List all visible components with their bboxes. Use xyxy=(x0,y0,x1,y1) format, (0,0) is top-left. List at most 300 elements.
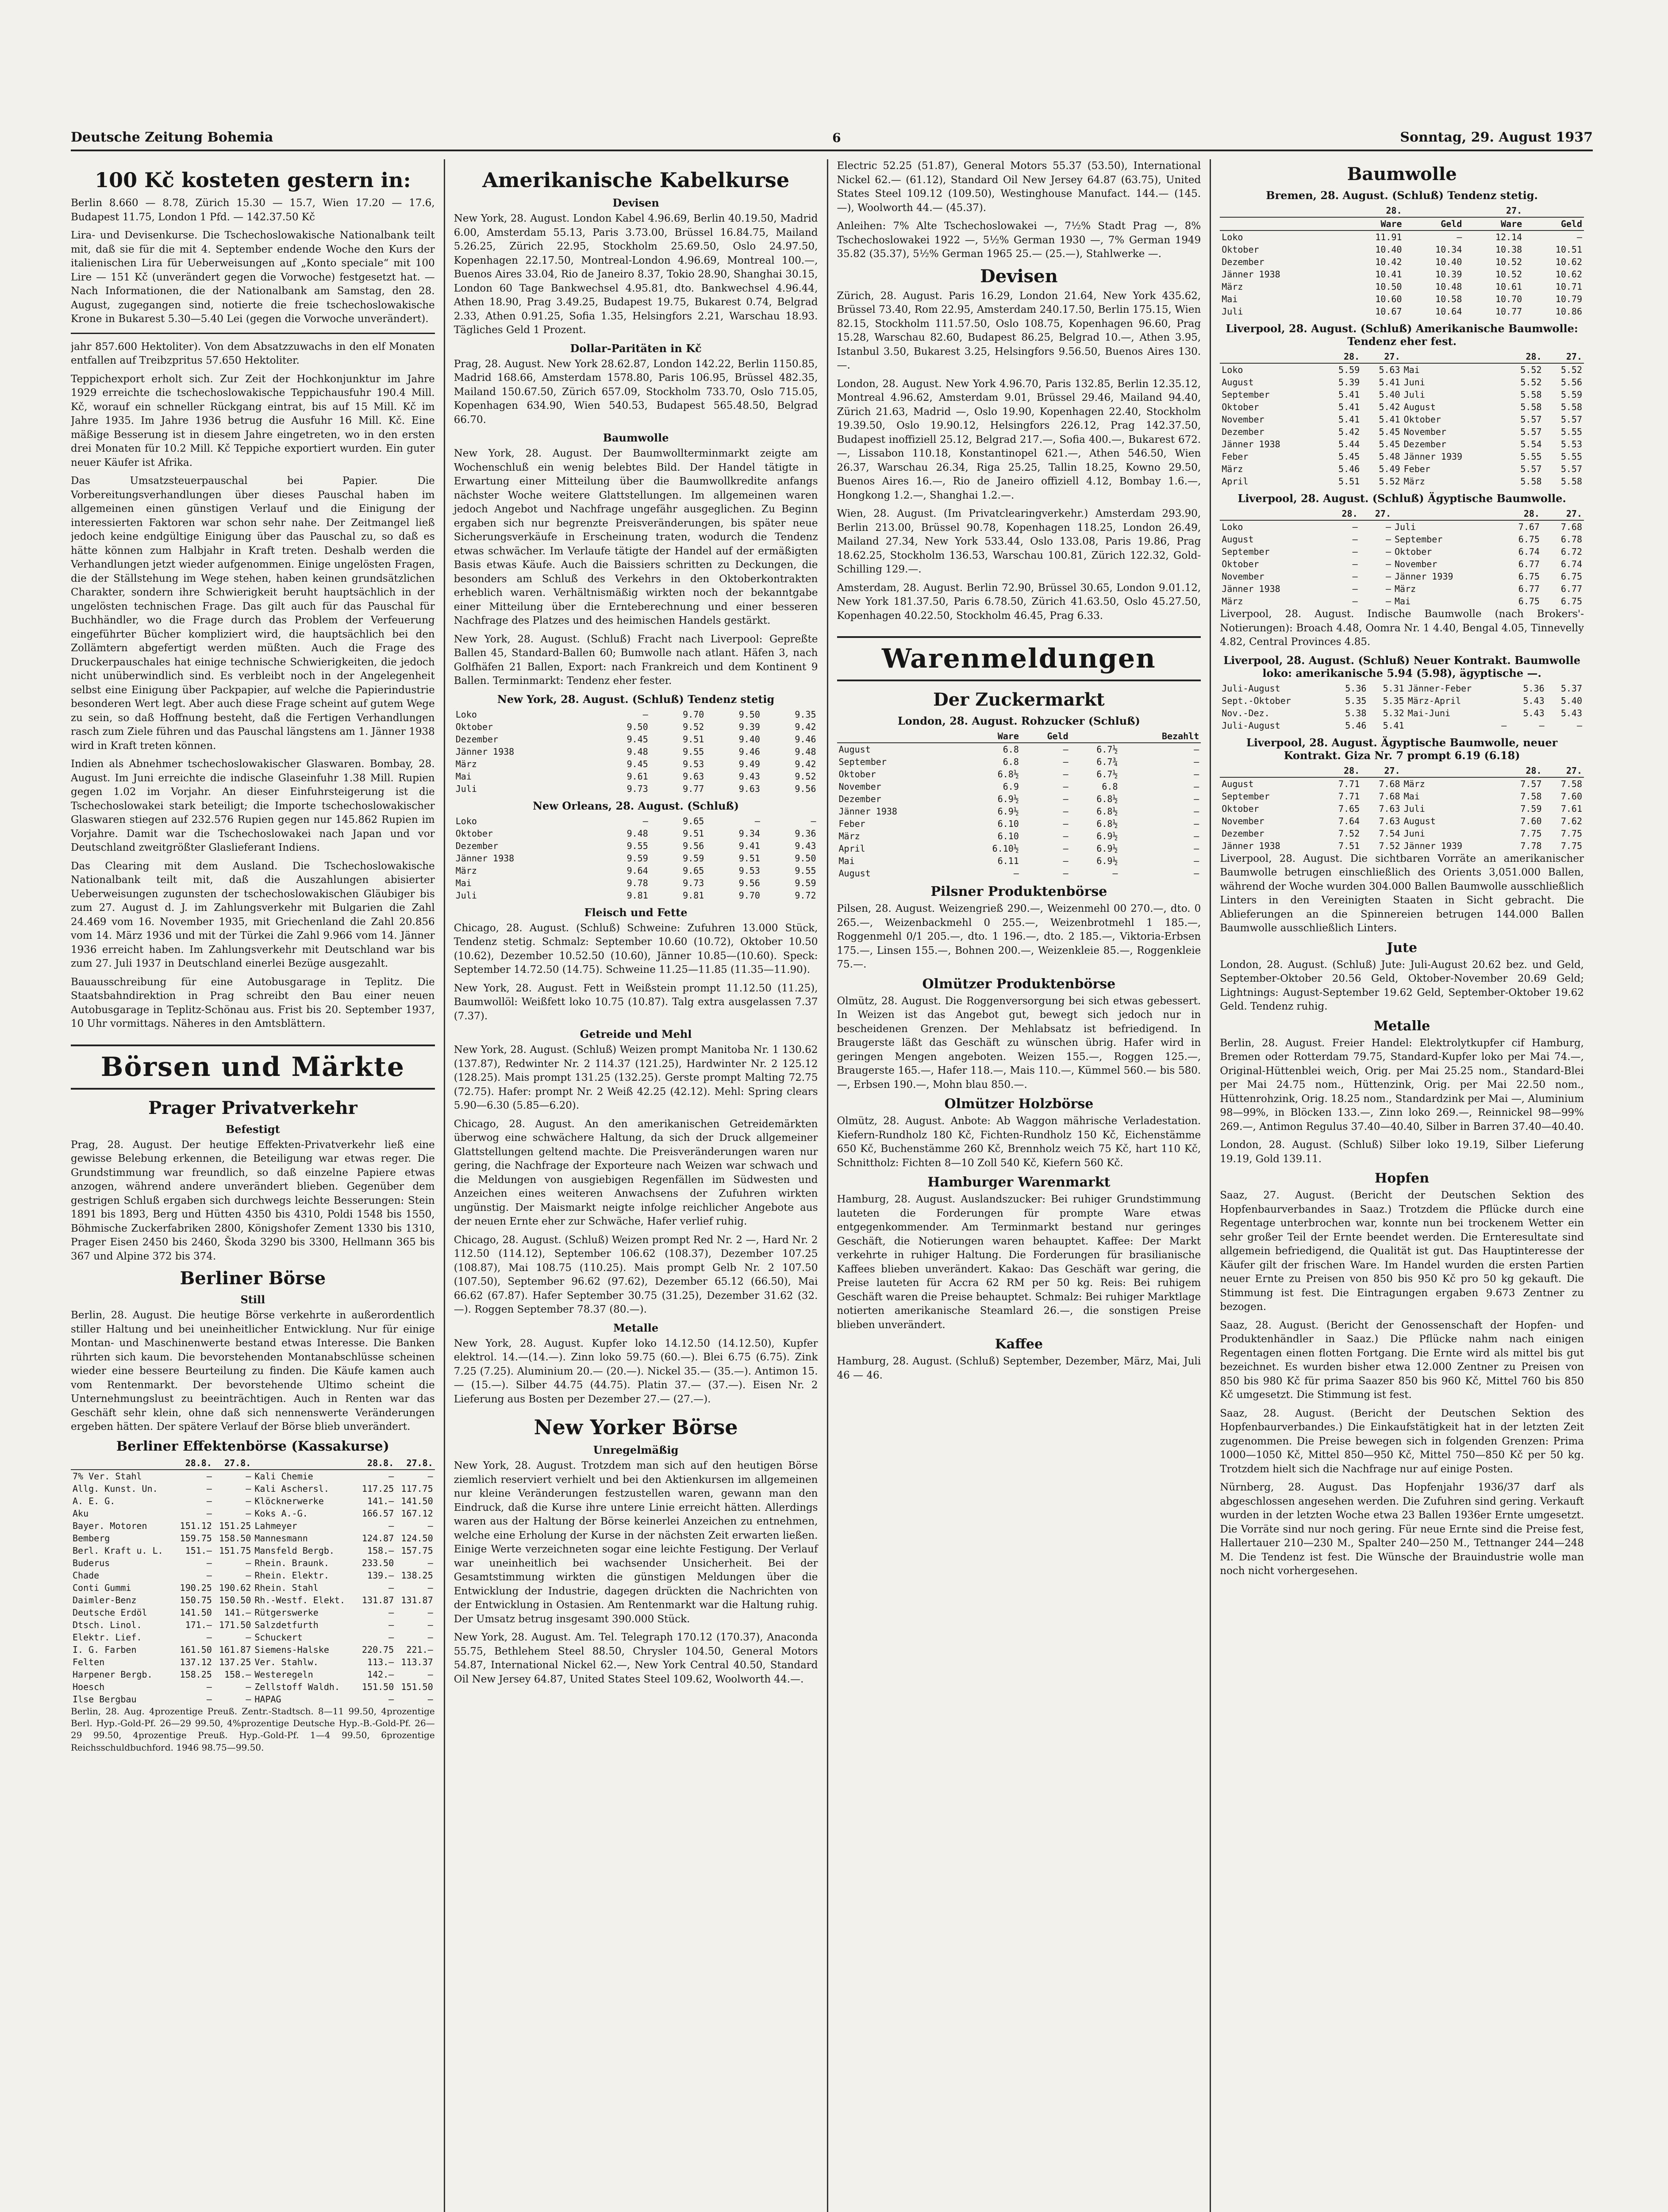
bremen-table-body xyxy=(1220,204,1584,318)
table-cell: März xyxy=(1403,778,1425,789)
table-cell: Ilse Bergbau xyxy=(73,1694,137,1705)
table-cell: 158.25 xyxy=(180,1669,212,1680)
article-fleisch: Chicago, 28. August. (Schluß) Schweine: Zufuhren 13.000 Stück, Tendenz stetig. Schmalz: September 10.60 (10.72), Oktober 10.50 (10.62), Dezember 10.52.50 (10.60), Jänner 10.85—(10.60). Speck: September 14.72.50 (14.75). Schweine 11.25—11.85 (11.35—11.90). xyxy=(454,922,818,975)
table-cell: 9.70 xyxy=(738,890,760,901)
table-cell: Jänner 1938 xyxy=(1222,584,1280,594)
liverpool-1-title: Liverpool, 28. August. (Schluß) Amerikanische Baumwolle: Tendenz eher fest. xyxy=(1226,322,1578,348)
table-cell: Bayer. Motoren xyxy=(73,1520,147,1531)
table-cell: 6.10 xyxy=(997,818,1019,829)
table-cell: 5.59 xyxy=(1560,389,1582,400)
table-cell: 113.37 xyxy=(401,1656,433,1667)
table-cell: — xyxy=(1501,720,1507,731)
table-cell: — xyxy=(388,1694,394,1705)
table-cell: Jänner 1939 xyxy=(1403,451,1463,462)
table-cell: 138.25 xyxy=(401,1570,433,1581)
table-cell: Loko xyxy=(1222,365,1243,375)
table-cell: 5.48 xyxy=(1379,451,1400,462)
table-cell: 6.75 xyxy=(1518,596,1540,607)
table-cell: 9.45 xyxy=(626,733,648,745)
table-row xyxy=(1220,520,1584,533)
table-cell: 6.8 xyxy=(1003,744,1019,755)
table-header-row xyxy=(837,730,1201,743)
table-header-row xyxy=(1220,217,1584,230)
table-cell: — xyxy=(427,1471,433,1482)
table-cell: März xyxy=(1395,584,1416,594)
table-cell: Feber xyxy=(1222,451,1249,462)
table-cell: — xyxy=(206,1570,212,1581)
kabelkurse-title: Amerikanische Kabelkurse xyxy=(482,168,790,192)
table-cell: 6.9½ xyxy=(1096,843,1118,854)
table-cell: 10.77 xyxy=(1495,306,1522,317)
table-cell: Juni xyxy=(1403,377,1425,388)
table-cell: 10.50 xyxy=(1375,281,1402,292)
issue-date: Sonntag, 29. August 1937 xyxy=(1400,130,1593,145)
table-cell: 6.8 xyxy=(1102,781,1118,792)
table-cell: Mai xyxy=(1222,294,1238,304)
table-cell: 5.46 xyxy=(1338,464,1360,474)
table-cell: 9.64 xyxy=(626,865,648,876)
table-cell: 5.44 xyxy=(1338,439,1360,449)
table-cell: 159.75 xyxy=(180,1532,212,1544)
table-cell: Rh.-Westf. Elekt. xyxy=(254,1594,346,1605)
table-cell: 9.55 xyxy=(795,865,816,876)
table-cell: — xyxy=(427,1669,433,1680)
table-cell: 142.— xyxy=(367,1669,394,1680)
table-cell: 9.41 xyxy=(738,840,760,851)
ny-cotton-table xyxy=(454,708,818,795)
table-cell: 10.52 xyxy=(1495,257,1522,267)
table-row xyxy=(1220,695,1584,707)
table-cell: 7.68 xyxy=(1560,522,1582,532)
table-cell: — xyxy=(1194,794,1199,804)
table-cell: Bemberg xyxy=(73,1532,110,1544)
table-cell: Oktober xyxy=(1222,559,1259,569)
article-london: London, 28. August. New York 4.96.70, Paris 132.85, Berlin 12.35.12, Montreal 4.96.62, Amsterdam 9.01, Brüssel 29.46, Mailand 94.40, Zürich 21.63, Madrid —, Oslo 19.90, Kopenhagen 22.40, Stockholm 19.39.50, Oslo 19.90.12, Helsingfors 226.12, Prag 142.37.50, Budapest inoffiziell 25.12, Belgrad 217.—, Sofia 400.—, Bukarest 672.—, Lissabon 110.18, Konstantinopel 621.—, Athen 546.50, Wien 26.37, Warschau 26.34, Riga 25.25, Tallin 18.25, Kowno 29.50, Buenos Aires 16.—, Rio de Janeiro offiziell 4.12, Bombay 1.6.—, Hongkong 1.2.—, Shanghai 1.2.—. xyxy=(837,378,1201,501)
table-cell: Jänner 1938 xyxy=(1222,269,1280,280)
article-anleihen-ny: Anleihen: 7% Alte Tschechoslowakei —, 7½% Stadt Prag —, 8% Tschechoslowakei 1922 —, 5½% German 1930 —, 7% German 1949 35.82 (35.37), 5½% German 1965 25.— (25.—), Stahlwerke —. xyxy=(837,220,1201,260)
table-cell: Daimler-Benz xyxy=(73,1594,137,1605)
table-cell: 10.62 xyxy=(1555,269,1582,280)
table-row xyxy=(454,745,818,758)
table-cell: Oktober xyxy=(455,721,493,732)
table-cell: 9.52 xyxy=(683,721,704,732)
table-cell: 5.39 xyxy=(1338,377,1360,388)
table-cell: 9.78 xyxy=(626,877,648,888)
column-3 xyxy=(828,159,1211,2212)
table-cell: — xyxy=(1385,584,1391,594)
table-cell: — xyxy=(1112,868,1118,879)
table-cell: — xyxy=(1194,744,1199,755)
article-zuerich: Zürich, 28. August. Paris 16.29, London 21.64, New York 435.62, Brüssel 73.40, Rom 22.95, Amsterdam 240.17.50, Berlin 175.15, Wien 82.15, Stockholm 111.57.50, Oslo 108.75, Kopenhagen 96.60, Prag 15.28, Warschau 82.60, Budapest 86.25, Belgrad 10.—, Athen 3.95, Istanbul 3.50, Bukarest 3.25, Helsingfors 9.56.50, Buenos Aires 130.—. xyxy=(837,290,1201,371)
effekten-table xyxy=(71,1457,435,1705)
table-cell: Juli xyxy=(1403,389,1425,400)
table-cell: 7.51 xyxy=(1338,840,1360,851)
article-glas: Indien als Abnehmer tschechoslowakischer Glaswaren. Bombay, 28. August. Im Juni erreichte die indische Glaseinfuhr 1.38 Mill. Rupien gegen 1.02 im Vorjahr. An dieser Einfuhrsteigerung ist die Tschechoslowakei stark beteiligt; die Importe tschechoslowakischer Glaswaren stiegen auf 232.576 Rupien gegen nur 145.862 Rupien im Vorjahre. Damit war die Tschechoslowakei nach Japan und vor Deutschland zweitgrößter Glaslieferant Indiens. xyxy=(71,758,435,853)
table-cell: — xyxy=(1063,868,1068,879)
table-cell: HAPAG xyxy=(254,1694,281,1705)
table-cell: — xyxy=(206,1471,212,1482)
table-row xyxy=(1220,707,1584,719)
table-cell: 9.51 xyxy=(738,853,760,864)
table-cell: — xyxy=(1063,806,1068,817)
table-cell: März xyxy=(1403,476,1425,487)
table-header-cell: 27. xyxy=(1360,507,1393,520)
table-row xyxy=(454,889,818,902)
table-row xyxy=(837,793,1201,805)
table-cell: — xyxy=(1539,720,1545,731)
table-cell: 5.42 xyxy=(1379,402,1400,412)
article-ny-boerse: New York, 28. August. Trotzdem man sich auf den heutigen Börse ziemlich reserviert verhielt und bei den Aktienkursen im allgemeinen nur kleine Veränderungen festzustellen waren, gewann man den Eindruck, daß die Kurse ihre untere Linie erreicht hätten. Allerdings waren aus der Haltung der Börse keinerlei Anzeichen zu entnehmen, welche eine Erholung der Kurse in der nächsten Zeit erwarten ließen. Einige Werte verzeichneten sogar eine leichte Festigung. Der Verlauf war uneinheitlich bei wachsender Unsicherheit. Bei der Gesamtstimmung wirkten die günstigen Meldungen über die Entwicklung der Industrie, dagegen drückten die Nachrichten von der Entwicklung in Ostasien. Am Rentenmarkt war die Haltung ruhig. Der Umsatz betrug insgesamt 390.000 Stück. xyxy=(454,1460,818,1625)
table-cell: Feber xyxy=(838,818,865,829)
table-cell: September xyxy=(1395,534,1443,545)
prag-subtitle: Befestigt xyxy=(226,1122,280,1136)
table-header-row xyxy=(1220,204,1584,217)
table-header-cell xyxy=(1402,350,1503,363)
liverpool-4-table-body xyxy=(1220,764,1584,852)
table-cell: — xyxy=(1352,522,1358,532)
table-cell: 5.51 xyxy=(1338,476,1360,487)
table-cell: 10.71 xyxy=(1555,281,1582,292)
table-cell: August xyxy=(1222,778,1254,789)
table-cell: 5.32 xyxy=(1383,707,1404,718)
table-cell: 6.9½ xyxy=(997,806,1019,817)
table-row xyxy=(1220,475,1584,488)
table-cell: August xyxy=(838,868,871,879)
table-cell: 9.51 xyxy=(683,828,704,839)
table-cell: 7.75 xyxy=(1560,840,1582,851)
no-cotton-table xyxy=(454,815,818,902)
table-cell: 124.87 xyxy=(362,1532,394,1544)
table-cell: Mai xyxy=(455,771,472,782)
table-row xyxy=(837,805,1201,818)
table-row xyxy=(1220,230,1584,243)
table-cell: — xyxy=(1194,769,1199,780)
table-cell: 9.46 xyxy=(795,733,816,745)
table-cell: 5.40 xyxy=(1379,389,1400,400)
table-cell: — xyxy=(246,1632,251,1643)
ny-cotton-table-title: New York, 28. August. (Schluß) Tendenz stetig xyxy=(497,692,775,706)
table-header-cell: 28. xyxy=(1503,764,1543,777)
table-cell: 10.86 xyxy=(1555,306,1582,317)
table-cell: 9.46 xyxy=(738,746,760,757)
table-cell: 10.41 xyxy=(1375,269,1402,280)
table-row xyxy=(837,855,1201,867)
table-cell: 139.— xyxy=(367,1570,394,1581)
table-cell: — xyxy=(642,709,648,720)
table-cell: Mai-Juni xyxy=(1407,707,1451,718)
article-baumwolle: New York, 28. August. Der Baumwollterminmarkt zeigte am Wochenschluß ein wenig belebtes Bild. Der Handel tätigte in Erwartung einer Mitteilung über die Baumwollkredite anfangs nächster Woche weitere Glattstellungen. Im allgemeinen waren jedoch Angebot und Nachfrage ungefähr ausgeglichen. Zu Beginn ergaben sich nur begrenzte Preisveränderungen, bis später neue Sicherungsverkäufe in Erscheinung traten, wodurch die Tendenz etwas schwächer. Im Verlaufe tätigte der Handel auf der ermäßigten Basis etwas Käufe. Auch die Baissiers schritten zu Deckungen, die besonders am Schluß des Verkehrs in den Oktoberkontrakten erheblich waren. Verhältnismäßig wirkten noch der bekanntgabe einer Mitteilung über die Ernteberechnung und einer besseren Nachfrage des Platzes und des heimischen Handels gestärkt. xyxy=(454,448,818,626)
table-row xyxy=(71,1470,435,1482)
table-cell: 7.64 xyxy=(1338,815,1360,826)
table-cell: November xyxy=(838,781,881,792)
table-cell: September xyxy=(1222,546,1270,557)
table-header-cell: 28.8. xyxy=(174,1457,213,1470)
table-cell: — xyxy=(246,1508,251,1519)
table-header-cell xyxy=(1393,507,1499,520)
table-cell: 9.81 xyxy=(683,890,704,901)
table-cell: — xyxy=(1063,843,1068,854)
table-cell: I. G. Farben xyxy=(73,1644,137,1655)
table-cell: — xyxy=(427,1694,433,1705)
exchange-rates: Berlin 8.660 — 8.78, Zürich 15.30 — 15.7, Wien 17.20 — 17.6, Budapest 11.75, London 1 Pfd. — 142.37.50 Kč xyxy=(71,197,435,223)
table-cell: Sept.-Oktober xyxy=(1222,695,1291,706)
table-cell: 131.87 xyxy=(401,1594,433,1605)
ny-boerse-subtitle: Unregelmäßig xyxy=(593,1444,679,1456)
table-cell: März xyxy=(1222,464,1243,474)
table-cell: Jänner 1938 xyxy=(1222,439,1280,449)
table-cell: 9.50 xyxy=(795,853,816,864)
table-cell: 141.50 xyxy=(180,1607,212,1618)
table-cell: — xyxy=(1063,794,1068,804)
table-cell: 10.58 xyxy=(1435,294,1462,304)
table-cell: 7.54 xyxy=(1379,828,1400,839)
table-cell: Jänner 1938 xyxy=(838,806,897,817)
effekten-table-body xyxy=(71,1457,435,1705)
table-cell: — xyxy=(1385,559,1391,569)
table-row xyxy=(71,1482,435,1495)
table-cell: 117.75 xyxy=(401,1483,433,1494)
table-header-cell: Geld xyxy=(1524,217,1584,230)
table-cell: 6.9½ xyxy=(997,794,1019,804)
article-prag: Prag, 28. August. Der heutige Effekten-Privatverkehr ließ eine gewisse Belebung erkennen, die Beteiligung war etwas reger. Die Grundstimmung war freundlich, so daß einzelne Papiere etwas anzogen, während andere unverändert blieben. Gegenüber dem gestrigen Schluß ergaben sich durchwegs leichte Besserungen: Stein 1891 bis 1893, Berg und Hütten 4350 bis 4310, Poldi 1548 bis 1550, Böhmische Zuckerfabriken 2800, Königshofer Zement 1330 bis 1310, Prager Eisen 2450 bis 2460, Škoda 3290 bis 3300, Hellmann 365 bis 367 und Alpine 372 bis 374. xyxy=(71,1139,435,1262)
article-teppich: Teppichexport erholt sich. Zur Zeit der Hochkonjunktur im Jahre 1929 erreichte die tschechoslowakische Teppichausfuhr 190.4 Mill. Kč, worauf ein schneller Rückgang eintrat, bis auf 15 Mill. Kč im Jahre 1935. Im Jahre 1936 betrug die Ausfuhr 16 Mill. Kč. Eine mäßige Besserung ist in diesem Jahre eingetreten, wo in den ersten drei Monaten für 10.2 Mill. Kč Teppiche exportiert wurden. Ein guter neuer Käufer ist Afrika. xyxy=(71,373,435,469)
table-cell: Juni xyxy=(1403,828,1425,839)
table-cell: 5.43 xyxy=(1523,707,1545,718)
liverpool-4-title: Liverpool, 28. August. Ägyptische Baumwolle, neuer Kontrakt. Giza Nr. 7 prompt 6.19 (6.18) xyxy=(1246,736,1558,762)
table-cell: Mai xyxy=(455,877,472,888)
table-header-cell xyxy=(1220,204,1344,217)
table-cell: — xyxy=(427,1619,433,1630)
table-cell: — xyxy=(1576,232,1582,242)
table-cell: 9.53 xyxy=(683,758,704,769)
table-cell: 5.36 xyxy=(1345,683,1367,694)
table-cell: 6.8 xyxy=(1003,757,1019,767)
devisen-subtitle: Devisen xyxy=(612,196,659,209)
article-metalle-berlin: Berlin, 28. August. Freier Handel: Elektrolytkupfer cif Hamburg, Bremen oder Rotterdam 79.75, Standard-Kupfer loko per Mai 74.—, Original-Hüttenblei weich, Orig. per Mai 25.25 nom., Standard-Blei per Mai 24.75 nom., Hüttenzink, Orig. per Mai 22.50 nom., Hüttenrohzink, Orig. 18.25 nom., Standardzink per Mai —, Aluminium 98—99%, in Blöcken 133.—, Zinn loko 269.—, Reinnickel 98—99% 269.—, Antimon Regulus 37.40—40.40, Silber in Barren 37.40—40.40. xyxy=(1220,1037,1584,1133)
table-cell: Westeregeln xyxy=(254,1669,313,1680)
article-anleihen: Berlin, 28. Aug. 4prozentige Preuß. Zentr.-Stadtsch. 8—11 99.50, 4prozentige Berl. Hyp.-Gold-Pf. 26—29 99.50, 4%prozentige Deutsche Hyp.-B.-Gold-Pf. 26—29 99.50, 4prozentige Preuß. Hyp.-Gold-Pf. 1—4 99.50, 6prozentige Reichsschuldbuchford. 1946 98.75—99.50. xyxy=(71,1705,435,1753)
table-cell: — xyxy=(388,1632,394,1643)
table-cell: 10.62 xyxy=(1555,257,1582,267)
table-cell: Mai xyxy=(1403,365,1420,375)
table-cell: April xyxy=(1222,476,1249,487)
table-cell: 6.8½ xyxy=(1096,806,1118,817)
liverpool-2-table xyxy=(1220,507,1584,607)
liverpool-1-table-body xyxy=(1220,350,1584,488)
table-row xyxy=(1220,413,1584,426)
table-cell: Dezember xyxy=(455,733,499,745)
table-cell: 7.62 xyxy=(1560,815,1582,826)
table-cell: Oktober xyxy=(1222,402,1259,412)
table-cell: 7% Ver. Stahl xyxy=(73,1471,142,1482)
article-jute: London, 28. August. (Schluß) Jute: Juli-August 20.62 bez. und Geld, September-Oktober 20.56 Geld, Oktober-November 20.69 Geld; Lightnings: August-September 19.62 Geld, September-Oktober 19.62 Geld. Tendenz ruhig. xyxy=(1220,959,1584,1012)
table-cell: — xyxy=(754,815,760,826)
table-cell: — xyxy=(1194,818,1199,829)
table-cell: — xyxy=(1013,868,1019,879)
table-cell: Mannesmann xyxy=(254,1532,308,1544)
bremen-table xyxy=(1220,204,1584,318)
article-pilsen: Pilsen, 28. August. Weizengrieß 290.—, Weizenmehl 00 270.—, dto. 0 265.—, Weizenbackmehl 0 255.—, Weizenbrotmehl 1 185.—, Roggenmehl 0/1 205.—, dto. 1 196.—, dto. 2 185.—, Viktoria-Erbsen 175.—, Linsen 155.—, Bohnen 200.—, Weizenkleie 85.—, Roggenkleie 75.—. xyxy=(837,903,1201,970)
table-cell: August xyxy=(1403,815,1436,826)
table-cell: 7.75 xyxy=(1520,828,1542,839)
table-row xyxy=(1220,363,1584,376)
column-1 xyxy=(71,159,445,2212)
table-cell: 150.50 xyxy=(219,1594,251,1605)
table-cell: 10.39 xyxy=(1435,269,1462,280)
article-kaffee: Hamburg, 28. August. (Schluß) September, Dezember, März, Mai, Juli 46 — 46. xyxy=(837,1356,1201,1381)
table-cell: 5.53 xyxy=(1560,439,1582,449)
table-cell: 6.77 xyxy=(1560,584,1582,594)
table-row xyxy=(837,842,1201,855)
table-cell: 117.25 xyxy=(362,1483,394,1494)
liverpool-3-table-body xyxy=(1220,682,1584,732)
table-cell: 161.87 xyxy=(219,1644,251,1655)
table-cell: Berl. Kraft u. L. xyxy=(73,1545,163,1556)
liverpool-3-table xyxy=(1220,682,1584,732)
table-cell: Jänner 1939 xyxy=(1403,840,1463,851)
table-cell: 6.10 xyxy=(997,831,1019,841)
table-cell: 7.78 xyxy=(1520,840,1542,851)
table-cell: 141.— xyxy=(224,1607,251,1618)
article-getreide-2: Chicago, 28. August. An den amerikanischen Getreidemärkten überwog eine schwächere Haltung, da sich der Druck allgemeiner Glattstellungen geltend machte. Die Preisveränderungen waren nur gering, die Nachfrage der Exporteure nach Weizen war schwach und die Meldungen von ausgiebigen Regenfällen im Südwesten und Anzeichen eines weiteren Anwachsens der Zufuhren wirkten ungünstig. Der Maismarkt neigte infolge reichlicher Angebote aus der neuen Ernte eher zur Schwäche, Hafer verlief ruhig. xyxy=(454,1118,818,1227)
table-cell: 7.63 xyxy=(1379,815,1400,826)
table-cell: 7.58 xyxy=(1520,791,1542,802)
table-cell: Oktober xyxy=(838,769,876,780)
table-cell: 5.57 xyxy=(1520,464,1542,474)
table-cell: — xyxy=(388,1471,394,1482)
table-cell: März xyxy=(455,865,477,876)
table-cell: März-April xyxy=(1407,695,1461,706)
article-amsterdam: Amsterdam, 28. August. Berlin 72.90, Brüssel 30.65, London 9.01.12, New York 181.37.50, Paris 6.78.50, Zürich 41.63.50, Oslo 45.27.50, Kopenhagen 40.22.50, Stockholm 46.45, Prag 6.33. xyxy=(837,582,1201,622)
table-cell: Juli-August xyxy=(1222,720,1280,731)
table-row xyxy=(1220,595,1584,607)
table-cell: Mansfeld Bergb. xyxy=(254,1545,334,1556)
table-cell: Mai xyxy=(1395,596,1411,607)
column-4 xyxy=(1211,159,1593,2212)
table-header-cell: 28. xyxy=(1344,204,1404,217)
table-cell: 7.68 xyxy=(1379,791,1400,802)
table-cell: 5.58 xyxy=(1520,402,1542,412)
table-cell: 5.58 xyxy=(1520,389,1542,400)
table-cell: — xyxy=(206,1508,212,1519)
table-cell: Kali Chemie xyxy=(254,1471,313,1482)
article-nuernberg: Nürnberg, 28. August. Das Hopfenjahr 1936/37 darf als abgeschlossen angesehen werden. Die Zufuhren sind gering. Verkauft wurden in der letzten Woche etwa 23 Ballen 1936er Ernte umgesetzt. Die Vorräte sind nur noch gering. Für neue Ernte sind die Preise fest, Hallertauer 210—230 M., Spalter 240—250 M., Tettnanger 244—248 M. Die Tendenz ist fest. Die Wünsche der Brauindustrie wolle man noch nicht vorhergesehen. xyxy=(1220,1482,1584,1577)
table-row xyxy=(1220,815,1584,827)
table-cell: 6.75 xyxy=(1560,596,1582,607)
table-header-cell xyxy=(71,1457,174,1470)
table-header-cell: 27. xyxy=(1544,350,1584,363)
hopfen-title: Hopfen xyxy=(1375,1171,1430,1186)
table-cell: 5.46 xyxy=(1345,720,1367,731)
table-cell: — xyxy=(246,1483,251,1494)
table-cell: Siemens-Halske xyxy=(254,1644,329,1655)
table-header-cell xyxy=(1524,204,1584,217)
table-cell: — xyxy=(1352,559,1358,569)
table-cell: 9.45 xyxy=(626,758,648,769)
article-ny-continued: Electric 52.25 (51.87), General Motors 55.37 (53.50), International Nickel 62.— (61.12), Standard Oil New Jersey 64.87 (63.75), United States Steel 109.12 (109.50), Westinghouse Manufact. 144.— (145.—), Woolworth 44.— (45.37). xyxy=(837,160,1201,214)
table-row xyxy=(837,780,1201,793)
table-cell: 7.60 xyxy=(1560,791,1582,802)
table-row xyxy=(71,1544,435,1557)
table-header-cell: 28. xyxy=(1326,507,1359,520)
article-hamburg: Hamburg, 28. August. Auslandszucker: Bei ruhiger Grundstimmung lauteten die Forderungen für prompte Ware etwas entgegenkommender. Am Terminmarkt bestand nur geringes Geschäft, die Notierungen waren behauptet. Kaffee: Der Markt verkehrte in ruhiger Haltung. Die Forderungen für brasilianische Kaffees blieben unverändert. Kakao: Das Geschäft war gering, die Preise lauteten für Accra 62 RM per 50 kg. Reis: Bei ruhigem Geschäft waren die Preise behauptet. Schmalz: Bei ruhiger Marktlage notierten amerikanische Steamlard 26.—, die sonstigen Preise blieben unverändert. xyxy=(837,1194,1201,1331)
table-header-cell: 28.8. xyxy=(357,1457,396,1470)
table-row xyxy=(71,1569,435,1582)
section-title-waren: Warenmeldungen xyxy=(837,636,1201,681)
table-header-cell: Geld xyxy=(1021,730,1070,743)
table-cell: 5.43 xyxy=(1523,695,1545,706)
article-wien: Wien, 28. August. (Im Privatclearingverkehr.) Amsterdam 293.90, Berlin 213.00, Brüssel 90.78, Kopenhagen 118.25, London 26.49, Mailand 27.34, New York 533.44, Oslo 133.08, Paris 19.86, Prag 18.62.25, Stockholm 136.53, Warschau 100.81, Zürich 122.32, Gold-Schilling 129.—. xyxy=(837,508,1201,575)
table-cell: 6.74 xyxy=(1518,546,1540,557)
table-cell: — xyxy=(427,1520,433,1531)
table-row xyxy=(1220,558,1584,570)
table-cell: Juli xyxy=(455,783,477,794)
table-header-cell: 27.8. xyxy=(396,1457,434,1470)
baumwolle-title: Baumwolle xyxy=(1347,164,1457,184)
table-cell: — xyxy=(811,815,816,826)
table-row xyxy=(1220,376,1584,388)
table-row xyxy=(1220,426,1584,438)
table-cell: 233.50 xyxy=(362,1557,394,1568)
table-header-cell: 28. xyxy=(1503,350,1543,363)
table-cell: 9.48 xyxy=(626,828,648,839)
table-cell: 5.52 xyxy=(1520,365,1542,375)
table-cell: 5.43 xyxy=(1560,707,1582,718)
table-row xyxy=(71,1668,435,1681)
table-cell: — xyxy=(206,1632,212,1643)
table-cell: — xyxy=(1194,856,1199,866)
table-row xyxy=(1220,827,1584,840)
table-cell: 9.40 xyxy=(738,733,760,745)
table-cell: Oktober xyxy=(455,828,493,839)
table-row xyxy=(837,768,1201,780)
table-cell: 5.55 xyxy=(1560,451,1582,462)
kaffee-title: Kaffee xyxy=(995,1336,1043,1352)
table-cell: 6.8½ xyxy=(997,769,1019,780)
table-cell: 6.78 xyxy=(1560,534,1582,545)
table-cell: — xyxy=(246,1570,251,1581)
table-cell: — xyxy=(246,1681,251,1692)
table-cell: Jänner 1938 xyxy=(455,746,515,757)
table-cell: 6.9 xyxy=(1003,781,1019,792)
hamburg-title: Hamburger Warenmarkt xyxy=(927,1175,1111,1190)
table-cell: 9.63 xyxy=(738,783,760,794)
table-cell: 171.— xyxy=(185,1619,212,1630)
article-silber: London, 28. August. (Schluß) Silber loko 19.19, Silber Lieferung 19.19, Gold 139.11. xyxy=(1220,1139,1584,1165)
table-cell: September xyxy=(838,757,887,767)
table-row xyxy=(71,1631,435,1644)
table-cell: 151.12 xyxy=(180,1520,212,1531)
table-cell: Dezember xyxy=(1403,439,1446,449)
table-cell: Kali Aschersl. xyxy=(254,1483,329,1494)
table-row xyxy=(1220,545,1584,558)
table-cell: — xyxy=(642,815,648,826)
table-cell: 5.41 xyxy=(1338,414,1360,425)
table-row xyxy=(1220,777,1584,790)
table-cell: 5.42 xyxy=(1338,426,1360,437)
table-cell: 6.7½ xyxy=(1096,744,1118,755)
columns xyxy=(71,159,1593,2212)
table-cell: 9.42 xyxy=(795,758,816,769)
table-cell: 5.45 xyxy=(1338,451,1360,462)
table-row xyxy=(1220,533,1584,545)
table-cell: — xyxy=(1385,522,1391,532)
table-cell: November xyxy=(1403,426,1446,437)
table-cell: 6.72 xyxy=(1560,546,1582,557)
table-cell: November xyxy=(1222,414,1264,425)
article-holz: Olmütz, 28. August. Anbote: Ab Waggon mährische Verladestation. Kiefern-Rundholz 180 Kč, Fichten-Rundholz 150 Kč, Eichenstämme 650 Kč, Buchenstämme 260 Kč, Brennholz weich 75 Kč, hart 110 Kč, Schnittholz: Fichten 8—10 Zoll 540 Kč, Kiefern 560 Kč. xyxy=(837,1115,1201,1169)
table-header-cell: Ware xyxy=(1344,217,1404,230)
